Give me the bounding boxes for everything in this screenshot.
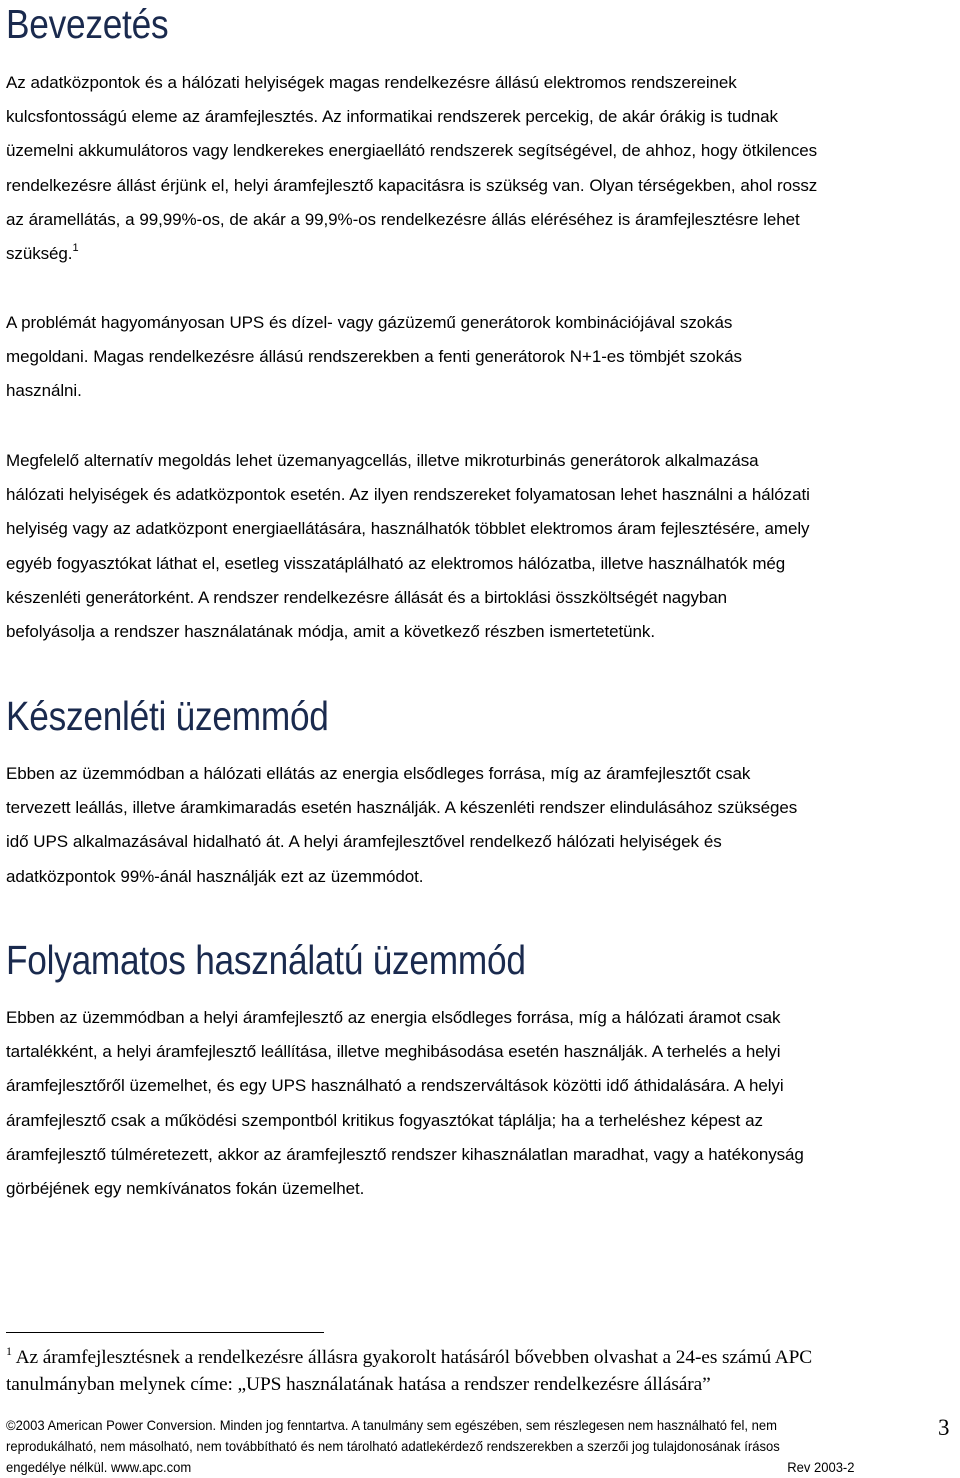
page-footer — [6, 1415, 855, 1478]
text-line — [6, 237, 956, 271]
text-line: tervezett leállás, illetve áramkimaradás esetén használják. A készenléti rendszer elindulásához szükséges — [6, 798, 798, 818]
text-line: idő UPS alkalmazásával hidalható át. A helyi áramfejlesztővel rendelkező hálózati helyiségek és — [6, 832, 722, 852]
footer-permission-text: engedélye nélkül. www.apc.com — [6, 1459, 192, 1475]
text-line: Az adatközpontok és a hálózati helyiségek magas rendelkezésre állású elektromos rendszereinek — [6, 73, 737, 92]
heading-bevezetes: Bevezetés — [6, 1, 169, 47]
text-line: Ebben az üzemmódban a helyi áramfejlesztő az energia elsődleges forrása, míg a hálózati áramot csak — [6, 1008, 781, 1027]
text-line: A problémát hagyományosan UPS és dízel- vagy gázüzemű generátorok kombinációjával szokás — [6, 313, 733, 332]
text-line: készenléti generátorként. A rendszer rendelkezésre állását és a birtoklási összköltségét nagyban — [6, 587, 728, 607]
footnote-line — [6, 1344, 956, 1371]
text-line: áramfejlesztő túlméretezett, akkor az áramfejlesztő rendszer kihasználatlan maradhat, vagy a hatékonyság — [6, 1144, 804, 1164]
intro-paragraph-2 — [6, 306, 956, 409]
standby-paragraph — [6, 757, 956, 894]
footnote-reference: 1 — [72, 242, 79, 255]
text-line: Ebben az üzemmódban a hálózati ellátás az energia elsődleges forrása, míg az áramfejlesztőt csak — [6, 764, 751, 783]
intro-paragraph-3 — [6, 444, 956, 649]
footnote-number: 1 — [6, 1344, 12, 1358]
text-line: megoldani. Magas rendelkezésre állású rendszerekben a fenti generátorok N+1-es tömbjét szokás — [6, 347, 742, 367]
text-line: hálózati helyiségek és adatközpontok esetén. Az ilyen rendszereket folyamatosan lehet használni a hálózati — [6, 485, 810, 505]
intro-paragraph-1 — [6, 66, 956, 271]
heading-keszenleti-uzemmod: Készenléti üzemmód — [6, 693, 329, 739]
text-line: adatközpontok 99%-ánál használják ezt az üzemmódot. — [6, 866, 424, 886]
page-number: 3 — [938, 1415, 950, 1440]
text-line: használni. — [6, 381, 82, 401]
text-line: görbéjének egy nemkívánatos fokán üzemelhet. — [6, 1179, 365, 1199]
text-line: egyéb fogyasztókat láthat el, esetleg visszatáplálható az elektromos hálózatba, illetve használhatók még — [6, 553, 786, 573]
text-line: üzemelni akkumulátoros vagy lendkerekes energiaellátó rendszerek segítségével, de ahhoz, hogy ötkilences — [6, 141, 818, 161]
text-line: kulcsfontosságú eleme az áramfejlesztés. Az informatikai rendszerek percekig, de akár órákig is tudnak — [6, 107, 778, 127]
footer-line: reprodukálható, nem másolható, nem továbbítható és nem tárolható adatlekérdező rendszerekben a szerzői jog tulajdonosának írásos — [6, 1438, 780, 1454]
text-line: rendelkezésre állást érjünk el, helyi áramfejlesztő kapacitásra is szükség van. Olyan térségekben, ahol rossz — [6, 175, 818, 195]
heading-folyamatos-uzemmod: Folyamatos használatú üzemmód — [6, 937, 526, 983]
text-line: befolyásolja a rendszer használatának módja, amit a következő részben ismertetetünk. — [6, 622, 655, 642]
footer-line — [6, 1415, 843, 1436]
copyright-icon: © — [6, 1417, 16, 1433]
revision-label: Rev 2003-2 — [787, 1459, 855, 1475]
text-line: áramfejlesztő csak a működési szempontból kritikus fogyasztókat táplálja; ha a terheléshez képest az — [6, 1110, 763, 1130]
text-line: áramfejlesztőről üzemelhet, és egy UPS használható a rendszerváltások közötti idő áthidalására. A helyi — [6, 1076, 784, 1096]
text-fragment: szükség. — [6, 244, 73, 264]
footer-line — [6, 1457, 855, 1478]
text-line: Megfelelő alternatív megoldás lehet üzemanyagcellás, illetve mikroturbinás generátorok alkalmazása — [6, 451, 759, 470]
footnote-separator — [6, 1332, 324, 1333]
footnote-line: tanulmányban melynek címe: „UPS használatának hatása a rendszer rendelkezésre állására” — [6, 1374, 711, 1395]
continuous-paragraph — [6, 1001, 956, 1206]
footer-copyright-text: 2003 American Power Conversion. Minden jog fenntartva. A tanulmány sem egészében, sem részlegesen nem használható fel, nem — [15, 1417, 777, 1433]
footnote — [6, 1344, 956, 1398]
text-line: helyiség vagy az adatközpont energiaellátására, használhatók többlet elektromos áram fejlesztésére, amely — [6, 519, 810, 539]
text-line: tartalékként, a helyi áramfejlesztő leállítása, illetve meghibásodása esetén használják. A terhelés a helyi — [6, 1042, 781, 1062]
text-line: az áramellátás, a 99,99%-os, de akár a 99,9%-os rendelkezésre állás eléréséhez is áramfejlesztésre lehet — [6, 209, 800, 229]
footnote-text: Az áramfejlesztésnek a rendelkezésre állásra gyakorolt hatásáról bővebben olvashat a 24-es számú APC — [15, 1347, 813, 1368]
